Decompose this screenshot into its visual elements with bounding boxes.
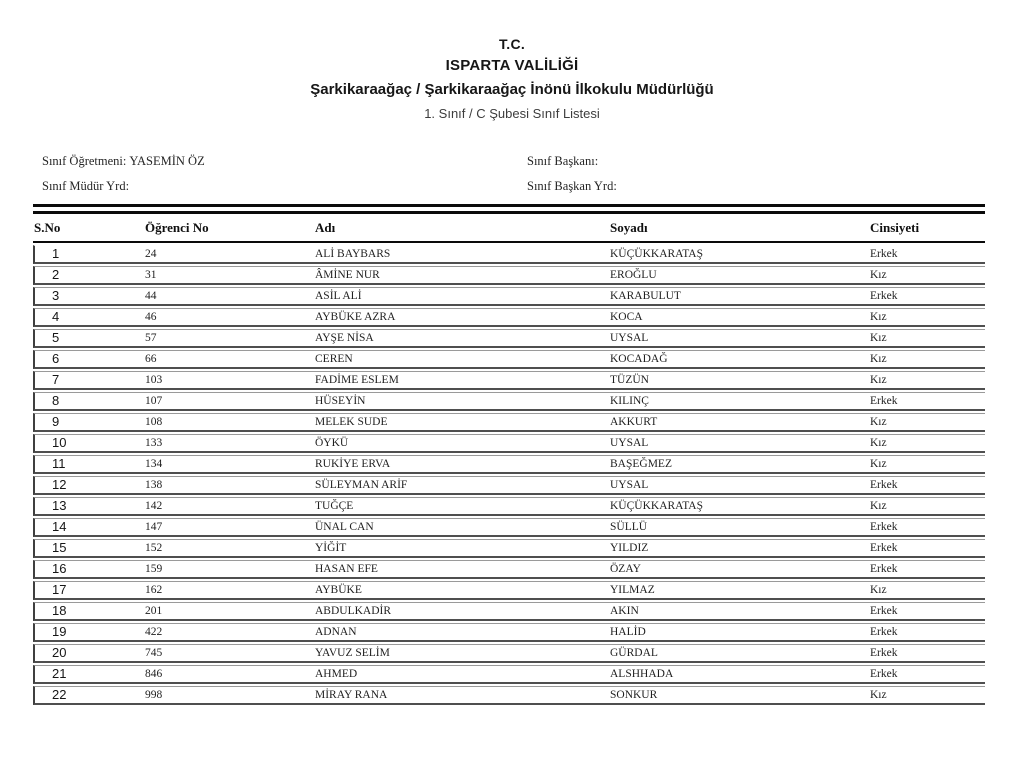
- first-name-cell: CEREN: [315, 350, 610, 369]
- student-no-cell: 103: [145, 371, 315, 390]
- surname-cell: KOCA: [610, 308, 870, 327]
- serial-no-cell: 19: [33, 623, 145, 642]
- table-row: [33, 539, 985, 558]
- surname-cell: BAŞEĞMEZ: [610, 455, 870, 474]
- table-row: [33, 455, 985, 474]
- table-row: [33, 392, 985, 411]
- gender-cell: Erkek: [870, 560, 985, 579]
- table-row: [33, 413, 985, 432]
- first-name-cell: ÜNAL CAN: [315, 518, 610, 537]
- serial-no-cell: 9: [33, 413, 145, 432]
- class-info-section: [0, 155, 1024, 199]
- surname-cell: HALİD: [610, 623, 870, 642]
- surname-cell: KARABULUT: [610, 287, 870, 306]
- table-row: [33, 287, 985, 306]
- class-info-right: [527, 155, 617, 205]
- serial-no-cell: 6: [33, 350, 145, 369]
- table-row: [33, 308, 985, 327]
- roster-header-row: [33, 216, 985, 243]
- table-row: [33, 665, 985, 684]
- serial-no-cell: 17: [33, 581, 145, 600]
- surname-cell: GÜRDAL: [610, 644, 870, 663]
- gender-cell: Erkek: [870, 476, 985, 495]
- serial-no-cell: 11: [33, 455, 145, 474]
- first-name-cell: ABDULKADİR: [315, 602, 610, 621]
- student-no-cell: 107: [145, 392, 315, 411]
- table-row: [33, 581, 985, 600]
- student-no-cell: 44: [145, 287, 315, 306]
- surname-cell: YILMAZ: [610, 581, 870, 600]
- surname-cell: YILDIZ: [610, 539, 870, 558]
- country-abbrev: T.C.: [498, 36, 526, 52]
- serial-no-cell: 4: [33, 308, 145, 327]
- vice-president-label: Sınıf Başkan Yrd:: [527, 179, 617, 193]
- student-no-cell: 46: [145, 308, 315, 327]
- first-name-cell: ADNAN: [315, 623, 610, 642]
- gender-cell: Kız: [870, 434, 985, 453]
- first-name-cell: HASAN EFE: [315, 560, 610, 579]
- teacher-line: [42, 155, 205, 180]
- table-row: [33, 623, 985, 642]
- vice-president-line: [527, 180, 617, 205]
- table-row: [33, 350, 985, 369]
- class-president-label: Sınıf Başkanı:: [527, 154, 599, 168]
- first-name-cell: AHMED: [315, 665, 610, 684]
- student-no-cell: 24: [145, 245, 315, 264]
- first-name-cell: RUKİYE ERVA: [315, 455, 610, 474]
- gender-cell: Kız: [870, 581, 985, 600]
- first-name-cell: MELEK SUDE: [315, 413, 610, 432]
- list-title: 1. Sınıf / C Şubesi Sınıf Listesi: [424, 106, 600, 121]
- first-name-cell: YİĞİT: [315, 539, 610, 558]
- surname-cell: ALSHHADA: [610, 665, 870, 684]
- table-row: [33, 518, 985, 537]
- gender-cell: Kız: [870, 455, 985, 474]
- first-name-cell: TUĞÇE: [315, 497, 610, 516]
- surname-cell: EROĞLU: [610, 266, 870, 285]
- first-name-cell: YAVUZ SELİM: [315, 644, 610, 663]
- student-no-cell: 138: [145, 476, 315, 495]
- surname-cell: AKIN: [610, 602, 870, 621]
- table-row: [33, 434, 985, 453]
- student-no-cell: 31: [145, 266, 315, 285]
- student-no-cell: 152: [145, 539, 315, 558]
- gender-cell: Kız: [870, 413, 985, 432]
- first-name-cell: AYBÜKE: [315, 581, 610, 600]
- first-name-cell: AYŞE NİSA: [315, 329, 610, 348]
- class-info-left: [42, 155, 205, 205]
- surname-cell: SÜLLÜ: [610, 518, 870, 537]
- serial-no-cell: 8: [33, 392, 145, 411]
- table-row: [33, 266, 985, 285]
- student-no-cell: 159: [145, 560, 315, 579]
- document-header: [0, 0, 1024, 121]
- student-no-cell: 201: [145, 602, 315, 621]
- student-no-cell: 745: [145, 644, 315, 663]
- table-row: [33, 371, 985, 390]
- student-no-cell: 133: [145, 434, 315, 453]
- table-row: [33, 497, 985, 516]
- student-no-cell: 846: [145, 665, 315, 684]
- surname-cell: UYSAL: [610, 434, 870, 453]
- gender-cell: Erkek: [870, 623, 985, 642]
- student-no-cell: 147: [145, 518, 315, 537]
- gender-cell: Erkek: [870, 518, 985, 537]
- table-row: [33, 476, 985, 495]
- gender-cell: Erkek: [870, 539, 985, 558]
- student-no-cell: 142: [145, 497, 315, 516]
- surname-cell: KOCADAĞ: [610, 350, 870, 369]
- table-row: [33, 644, 985, 663]
- surname-cell: KILINÇ: [610, 392, 870, 411]
- serial-no-cell: 2: [33, 266, 145, 285]
- surname-cell: KÜÇÜKKARATAŞ: [610, 245, 870, 264]
- gender-cell: Kız: [870, 266, 985, 285]
- serial-no-cell: 21: [33, 665, 145, 684]
- first-name-cell: SÜLEYMAN ARİF: [315, 476, 610, 495]
- student-table-body: [33, 245, 985, 705]
- serial-no-cell: 1: [33, 245, 145, 264]
- student-roster-table: [33, 204, 985, 707]
- gender-cell: Erkek: [870, 602, 985, 621]
- gender-cell: Erkek: [870, 392, 985, 411]
- col-header-gender: Cinsiyeti: [870, 216, 985, 243]
- gender-cell: Erkek: [870, 245, 985, 264]
- serial-no-cell: 7: [33, 371, 145, 390]
- surname-cell: UYSAL: [610, 329, 870, 348]
- teacher-label: Sınıf Öğretmeni:: [42, 154, 127, 168]
- first-name-cell: FADİME ESLEM: [315, 371, 610, 390]
- first-name-cell: AYBÜKE AZRA: [315, 308, 610, 327]
- serial-no-cell: 15: [33, 539, 145, 558]
- student-no-cell: 108: [145, 413, 315, 432]
- teacher-name: YASEMİN ÖZ: [129, 154, 205, 168]
- gender-cell: Erkek: [870, 665, 985, 684]
- table-row: [33, 329, 985, 348]
- student-no-cell: 134: [145, 455, 315, 474]
- surname-cell: ÖZAY: [610, 560, 870, 579]
- serial-no-cell: 12: [33, 476, 145, 495]
- table-row: [33, 560, 985, 579]
- student-no-cell: 422: [145, 623, 315, 642]
- student-no-cell: 66: [145, 350, 315, 369]
- deputy-principal-line: [42, 180, 205, 205]
- col-header-serial-no: S.No: [33, 216, 145, 243]
- serial-no-cell: 20: [33, 644, 145, 663]
- serial-no-cell: 16: [33, 560, 145, 579]
- serial-no-cell: 5: [33, 329, 145, 348]
- class-president-line: [527, 155, 617, 180]
- table-row: [33, 602, 985, 621]
- table-row: [33, 245, 985, 264]
- serial-no-cell: 22: [33, 686, 145, 705]
- gender-cell: Kız: [870, 350, 985, 369]
- surname-cell: TÜZÜN: [610, 371, 870, 390]
- surname-cell: AKKURT: [610, 413, 870, 432]
- first-name-cell: HÜSEYİN: [315, 392, 610, 411]
- gender-cell: Kız: [870, 497, 985, 516]
- surname-cell: KÜÇÜKKARATAŞ: [610, 497, 870, 516]
- first-name-cell: ÖYKÜ: [315, 434, 610, 453]
- surname-cell: SONKUR: [610, 686, 870, 705]
- gender-cell: Kız: [870, 686, 985, 705]
- first-name-cell: ÂMİNE NUR: [315, 266, 610, 285]
- col-header-first-name: Adı: [315, 216, 610, 243]
- gender-cell: Kız: [870, 308, 985, 327]
- student-no-cell: 998: [145, 686, 315, 705]
- student-no-cell: 57: [145, 329, 315, 348]
- col-header-student-no: Öğrenci No: [145, 216, 315, 243]
- deputy-principal-label: Sınıf Müdür Yrd:: [42, 179, 130, 193]
- first-name-cell: MİRAY RANA: [315, 686, 610, 705]
- first-name-cell: ALİ BAYBARS: [315, 245, 610, 264]
- surname-cell: UYSAL: [610, 476, 870, 495]
- serial-no-cell: 14: [33, 518, 145, 537]
- serial-no-cell: 18: [33, 602, 145, 621]
- school-title: Şarkikaraağaç / Şarkikaraağaç İnönü İlkokulu Müdürlüğü: [310, 81, 714, 98]
- serial-no-cell: 13: [33, 497, 145, 516]
- governorship-title: ISPARTA VALİLİĞİ: [445, 57, 579, 74]
- serial-no-cell: 10: [33, 434, 145, 453]
- table-row: [33, 686, 985, 705]
- col-header-surname: Soyadı: [610, 216, 870, 243]
- first-name-cell: ASİL ALİ: [315, 287, 610, 306]
- gender-cell: Kız: [870, 371, 985, 390]
- student-no-cell: 162: [145, 581, 315, 600]
- gender-cell: Erkek: [870, 287, 985, 306]
- gender-cell: Erkek: [870, 644, 985, 663]
- serial-no-cell: 3: [33, 287, 145, 306]
- gender-cell: Kız: [870, 329, 985, 348]
